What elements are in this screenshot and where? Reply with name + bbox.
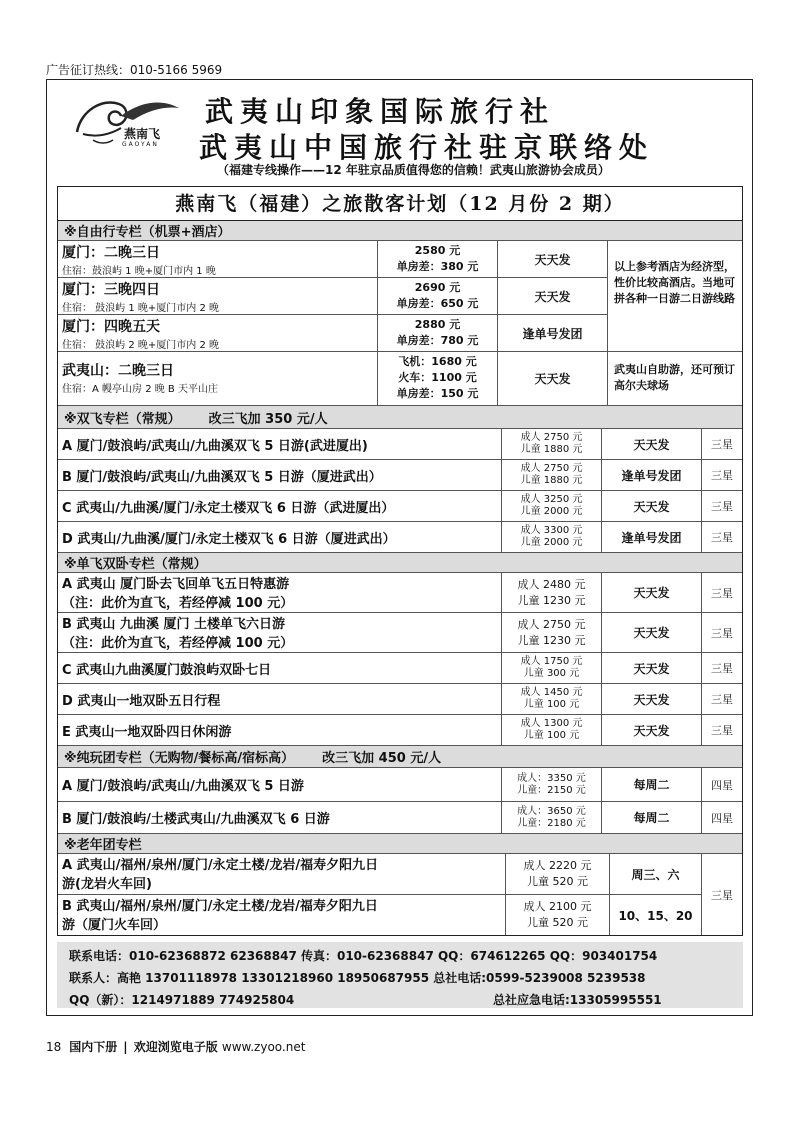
adult-price: 成人 1750 元 [520,656,583,667]
schedule: 天天发 [498,352,608,406]
route-name: D 武夷山一地双卧五日行程 [58,684,502,715]
star-rating: 三星 [702,491,742,522]
star-rating: 三星 [702,460,742,491]
child-price: 儿童 2000 元 [520,506,583,517]
page-footer [46,1038,305,1055]
price-cell [378,278,498,315]
route-name: B 厦门/鼓浪屿/土楼武夷山/九曲溪双飞 6 日游 [58,802,502,834]
schedule: 每周二 [602,802,702,834]
price-cell [502,491,602,522]
adult-price: 成人 3250 元 [520,494,583,505]
price-cell [502,802,602,834]
child-price: 儿童 100 元 [523,730,580,741]
list-item [58,352,378,406]
star-rating: 三星 [702,613,742,653]
list-item [58,895,506,935]
price: 2690 元 [414,281,461,294]
route-name: 厦门：四晚五天 [62,319,160,335]
adult-price: 成人：3350 元 [517,772,586,784]
route-stay: 住宿：A 幔亭山房 2 晚 B 天平山庄 [62,384,218,395]
golf-note: 武夷山自助游，还可预订高尔夫球场 [608,352,742,406]
section-surcharge: 改三飞加 450 元/人 [322,751,442,766]
price-cell [502,684,602,715]
route-name: B 武夷山 九曲溪 厦门 土楼单飞六日游 [62,617,286,632]
single-supplement: 单房差：150 元 [396,387,479,400]
route-name: A 厦门/鼓浪屿/武夷山/九曲溪双飞 5 日游(武进厦出) [58,429,502,460]
star-rating: 三星 [702,573,742,613]
schedule: 天天发 [602,653,702,684]
section-double-fly [58,406,742,429]
price-cell [502,715,602,746]
adult-price: 成人：3650 元 [517,805,586,817]
schedule: 逢单号发团 [498,315,608,352]
adult-price: 成人 1450 元 [520,687,583,698]
route-name: 厦门：二晚三日 [62,245,160,261]
star-rating: 四星 [702,802,742,834]
list-item [58,613,502,653]
star-rating: 四星 [702,768,742,802]
price-cell [502,768,602,802]
route-name: A 武夷山 厦门卧去飞回单飞五日特惠游 [62,577,290,592]
section-free-travel [58,221,742,241]
price-cell [502,522,602,553]
route-note: （注：此价为直飞，若经停减 100 元） [62,596,294,611]
child-price: 儿童 2000 元 [520,537,583,548]
adult-price: 成人 2480 元 [517,577,586,591]
price-cell [506,854,610,895]
single-supplement: 单房差：780 元 [396,334,479,347]
price-cell [378,241,498,278]
child-price: 儿童 520 元 [527,875,588,888]
welcome-text: 欢迎浏览电子版 [133,1040,218,1054]
price-cell [502,460,602,491]
route-note: （注：此价为直飞，若经停减 100 元） [62,636,294,651]
schedule: 天天发 [498,241,608,278]
agency-name-2: 武夷山中国旅行社驻京联络处 [199,131,655,164]
star-rating: 三星 [711,888,733,902]
route-name: 武夷山：二晚三日 [62,363,174,379]
child-price: 儿童 100 元 [523,699,580,710]
schedule: 每周二 [602,768,702,802]
slogan: （福建专线操作——12 年驻京品质值得您的信赖！武夷山旅游协会成员） [217,163,610,177]
star-rating: 三星 [702,684,742,715]
list-item [58,278,378,315]
list-item [58,573,502,613]
child-price: 儿童：2180 元 [517,817,586,829]
emergency-phone: 总社应急电话:13305995551 [493,993,662,1007]
price-cell [378,352,498,406]
route-name: D 武夷山/九曲溪/厦门/永定土楼双飞 6 日游（厦进武出） [58,522,502,553]
section-single-fly [58,553,742,573]
schedule: 逢单号发团 [602,522,702,553]
agency-name-1: 武夷山印象国际旅行社 [205,95,556,128]
route-name: B 厦门/鼓浪屿/武夷山/九曲溪双飞 5 日游（厦进武出） [58,460,502,491]
adult-price: 成人 1300 元 [520,718,583,729]
route-note: 游（厦门火车回） [62,918,167,933]
schedule: 周三、六 [610,854,702,895]
schedule: 10、15、20 [610,895,702,935]
star-rating: 三星 [702,522,742,553]
star-rating: 三星 [702,653,742,684]
route-stay: 住宿：鼓浪屿 1 晚+厦门市内 1 晚 [62,266,216,277]
section-surcharge: 改三飞加 350 元/人 [208,411,328,427]
child-price: 儿童 1230 元 [517,593,586,607]
section-title: ※双飞专栏（常规） [64,411,181,427]
contact-qq-line: QQ（新）：1214971889 774925804 [69,993,295,1007]
price: 2580 元 [414,244,461,257]
swallow-logo [69,94,189,154]
section-title: ※自由行专栏（机票+酒店） [64,225,231,240]
contact-phone-line: 联系电话：010-62368872 62368847 传真：010-62368847 QQ：674612265 QQ：903401754 [69,949,658,963]
adult-price: 成人 2100 元 [523,900,592,913]
page-number: 18 [46,1040,62,1054]
route-name: C 武夷山/九曲溪/厦门/永定土楼双飞 6 日游（武进厦出） [58,491,502,522]
schedule: 天天发 [602,684,702,715]
price-cell [378,315,498,352]
list-item [58,241,378,278]
contact-person-line: 联系人：高艳 13701118978 13301218960 18950687955 总社电话:0599-5239008 5239538 [69,971,646,985]
route-name: E 武夷山一地双卧四日休闲游 [58,715,502,746]
list-item [58,854,506,895]
section-senior [58,834,742,854]
plan-title: 燕南飞（福建）之旅散客计划（12 月份 2 期） [58,187,742,221]
star-rating: 三星 [702,429,742,460]
schedule: 天天发 [602,613,702,653]
hotel-note: 以上参考酒店为经济型，性价比较高酒店。当地可拼各种一日游二日游线路 [608,241,742,352]
website-link[interactable]: www.zyoo.net [221,1040,306,1054]
adult-price: 成人 2750 元 [520,463,583,474]
schedule: 天天发 [602,573,702,613]
child-price: 儿童 1880 元 [520,444,583,455]
route-name: A 武夷山/福州/泉州/厦门/永定土楼/龙岩/福寿夕阳九日 [62,858,379,873]
child-price: 儿童 300 元 [523,668,580,679]
child-price: 儿童 1880 元 [520,475,583,486]
footer-divider: | [123,1040,128,1054]
route-note: 游(龙岩火车回) [62,877,152,892]
route-stay: 住宿： 鼓浪屿 1 晚+厦门市内 2 晚 [62,303,219,314]
route-name: C 武夷山九曲溪厦门鼓浪屿双卧七日 [58,653,502,684]
logo-subtext: GAOYAN [122,141,159,148]
single-supplement: 单房差：650 元 [396,297,479,310]
price-cell [502,573,602,613]
ad-hotline: 广告征订热线：010-5166 5969 [46,63,223,77]
price: 2880 元 [414,318,461,331]
tour-plan-table [57,186,743,936]
child-price: 儿童 1230 元 [517,633,586,647]
schedule: 天天发 [498,278,608,315]
price-cell [502,653,602,684]
logo-text: 燕南飞 [124,127,161,141]
adult-price: 成人 2220 元 [523,859,592,872]
adult-price: 成人 2750 元 [520,432,583,443]
route-name: A 厦门/鼓浪屿/武夷山/九曲溪双飞 5 日游 [58,768,502,802]
schedule: 逢单号发团 [602,460,702,491]
child-price: 儿童 520 元 [527,916,588,929]
section-title: ※纯玩团专栏（无购物/餐标高/宿标高） [64,751,295,766]
contact-info [57,942,743,1008]
section-pure-play [58,746,742,768]
single-supplement: 单房差：380 元 [396,260,479,273]
route-name: 厦门：三晚四日 [62,282,160,298]
price-train: 火车：1100 元 [398,371,477,384]
price-cell [502,429,602,460]
price-cell [502,613,602,653]
price-cell [506,895,610,935]
adult-price: 成人 2750 元 [517,617,586,631]
route-name: B 武夷山/福州/泉州/厦门/永定土楼/龙岩/福寿夕阳九日 [62,899,378,914]
travel-ad [46,79,753,1016]
price-flight: 飞机：1680 元 [398,355,477,368]
child-price: 儿童：2150 元 [517,784,586,796]
section-title: ※单飞双卧专栏（常规） [64,557,207,572]
star-rating: 三星 [702,715,742,746]
list-item [58,315,378,352]
route-stay: 住宿： 鼓浪屿 2 晚+厦门市内 2 晚 [62,340,219,351]
schedule: 天天发 [602,429,702,460]
adult-price: 成人 3300 元 [520,525,583,536]
section-name: 国内下册 [69,1040,118,1054]
section-title: ※老年团专栏 [64,838,142,853]
schedule: 天天发 [602,491,702,522]
schedule: 天天发 [602,715,702,746]
